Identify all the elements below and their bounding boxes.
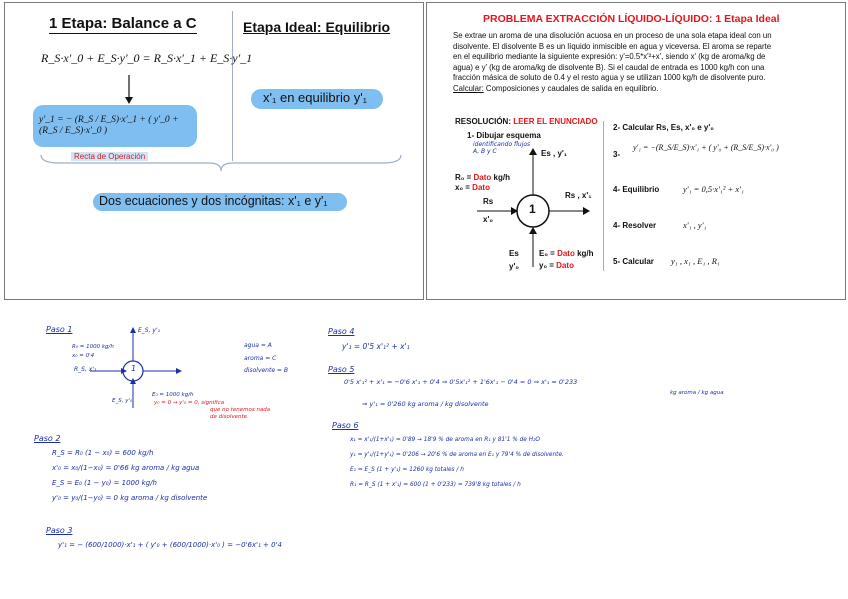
p1-rs: R_S, x'₁: [74, 366, 97, 373]
p1-es-bottom: E_S, y'₀: [112, 398, 133, 404]
p1-r0: R₀ = 1000 kg/h: [72, 344, 114, 350]
steps-divider: [603, 121, 604, 271]
balance-title: 1 Etapa: Balance a C: [49, 15, 197, 32]
step2: 2- Calcular Rs, Es, x'₀ e y'₀: [613, 123, 714, 132]
paso6-body: [350, 433, 640, 493]
step4-equation: y'₁ = 0,5·x'₁² + x'₁: [683, 184, 744, 194]
paso4-body: y'₁ = 0'5 x'₁² + x'₁: [342, 342, 410, 351]
step1-note: identificando flujos A, B y C: [473, 141, 531, 155]
x0-label: x₀ = Dato: [455, 183, 490, 192]
step4: 4- Equilibrio: [613, 185, 660, 194]
p1-legend-a: agua = A: [244, 342, 272, 349]
resolution-label: RESOLUCIÓN: LEER EL ENUNCIADO: [455, 117, 598, 126]
x0p-in-label: x'₀: [483, 215, 493, 224]
problem-statement: [453, 31, 839, 95]
p6-line: x₁ = x'₁/(1+x'₁) = 0'89 → 18'9 % de aroma en R₁ y 81'1 % de H₂O: [350, 437, 540, 443]
p1-red-line: que no tenemos nada: [210, 407, 271, 413]
down-arrow: [123, 75, 135, 105]
calc-line: Calcular: Composiciones y caudales de salida en equilibrio.: [453, 83, 659, 93]
p1-es-top: E_S, y'₁: [138, 327, 161, 334]
p1-x0: x₀ = 0'4: [72, 353, 95, 359]
paso5-body: 0'5 x'₁² + x'₁ = −0'6 x'₁ + 0'4 ⇒ 0'5x'₁² + 1'6x'₁ − 0'4 = 0 ⇒ x'₁ = 0'233: [344, 378, 578, 386]
paso3-body: y'₁ = − (600/1000)·x'₁ + ( y'₀ + (600/1000)·x'₀ ) = −0'6x'₁ + 0'4: [58, 541, 282, 549]
paso6-title: Paso 6: [332, 421, 359, 430]
step6-equation: y₁ , x₁ , E₁ , R₁: [671, 256, 720, 266]
rs-x1-label: Rs , x'₁: [565, 191, 592, 200]
step6: 5- Calcular: [613, 257, 654, 266]
rs-in-label: Rs: [483, 197, 494, 206]
p1-red-note: [154, 400, 270, 421]
paso1-title: Paso 1: [46, 325, 73, 334]
p1-red-line: de disolvente.: [210, 414, 249, 420]
operating-line-equation: y'_1 = − (R_S / E_S)·x'_1 + ( y'_0 + (R_S / E_S)·x'_0 ): [39, 115, 179, 136]
step3-equation: y'₁ = −(R_S/E_S)·x'₁ + ( y'₀ + (R_S/E_S)·x'₀ ): [633, 143, 779, 152]
problem-line: en el equilibrio mediante la siguiente expresión: y'=0.5*x'²+x', siendo x' (kg de aroma/kg de: [453, 52, 766, 62]
p2-line: R_S = R₀ (1 − x₀) = 600 kg/h: [52, 449, 154, 457]
step3: 3-: [613, 150, 621, 159]
paso2-body: [52, 446, 282, 506]
problem-line: disolvente. El disolvente B es un líquido inmiscible en agua y viceversa. El aroma se reparte: [453, 41, 772, 51]
p2-line: E_S = E₀ (1 − y₀) = 1000 kg/h: [52, 479, 157, 487]
right-slide: [426, 2, 846, 300]
problem-line: fracción másica de soluto de 0.4 y el resto agua y se utilizan 1000 kg/h de disolvente puro.: [453, 73, 766, 83]
es-y1-label: Es , y'₁: [541, 149, 568, 158]
paso5-title: Paso 5: [328, 365, 355, 374]
title-divider: [232, 11, 233, 161]
p1-e0: E₀ = 1000 kg/h: [152, 392, 194, 398]
p6-line: y₁ = y'₁/(1+y'₁) = 0'206 → 20'6 % de aroma en E₁ y 79'4 % de disolvente.: [350, 452, 564, 458]
p2-line: y'₀ = y₀/(1−y₀) = 0 kg aroma / kg disolvente: [52, 494, 208, 502]
left-slide: [4, 2, 424, 300]
p1-legend-b: disolvente = B: [244, 367, 288, 374]
p1-stage: 1: [131, 364, 137, 373]
p1-legend-c: aroma = C: [244, 355, 277, 362]
paso2-title: Paso 2: [34, 434, 61, 443]
bracket: [39, 153, 403, 173]
p1-red-line: y₀ = 0 → y'₀ = 0, significa: [154, 400, 225, 406]
step1: 1- Dibujar esquema: [467, 131, 541, 140]
problem-title: PROBLEMA EXTRACCIÓN LÍQUIDO-LÍQUIDO: 1 Etapa Ideal: [483, 13, 780, 25]
es-in-label: Es: [509, 249, 519, 258]
y0p-in-label: y'₀: [509, 262, 519, 271]
stage-number: 1: [529, 202, 536, 216]
bottom-text: Dos ecuaciones y dos incógnitas: x'₁ e y'₁: [99, 194, 328, 208]
problem-line: agua) e y' (kg de aroma/kg de disolvente B). Si el caudal de entrada es 1000 kg/h con una: [453, 62, 765, 72]
p6-line: R₁ = R_S (1 + x'₁) = 600 (1 + 0'233) = 739'8 kg totales / h: [350, 482, 521, 488]
e0-label: E₀ = Dato kg/h: [539, 249, 594, 258]
equilibrium-label: x'₁ en equilibrio y'₁: [263, 90, 368, 105]
balance-equation: R_S·x'_0 + E_S·y'_0 = R_S·x'_1 + E_S·y'_1: [41, 51, 253, 65]
step5: 4- Resolver: [613, 221, 657, 230]
step5-equation: x'₁ , y'₁: [683, 220, 707, 230]
p2-line: x'₀ = x₀/(1−x₀) = 0'66 kg aroma / kg agua: [52, 464, 200, 472]
paso5-result: ⇒ y'₁ = 0'260 kg aroma / kg disolvente: [362, 400, 489, 408]
paso3-title: Paso 3: [46, 526, 73, 535]
paso4-title: Paso 4: [328, 327, 355, 336]
p6-line: E₁ = E_S (1 + y'₁) = 1260 kg totales / h: [350, 467, 464, 473]
y0-label: y₀ = Dato: [539, 261, 574, 270]
problem-line: Se extrae un aroma de una disolución acuosa en un proceso de una sola etapa ideal con un: [453, 31, 772, 40]
operating-line-label: Recta de Operación: [71, 152, 148, 161]
r0-label: R₀ = Dato kg/h: [455, 173, 510, 182]
paso5-unit: kg aroma / kg agua: [670, 390, 724, 396]
equilibrium-title: Etapa Ideal: Equilibrio: [243, 19, 391, 35]
